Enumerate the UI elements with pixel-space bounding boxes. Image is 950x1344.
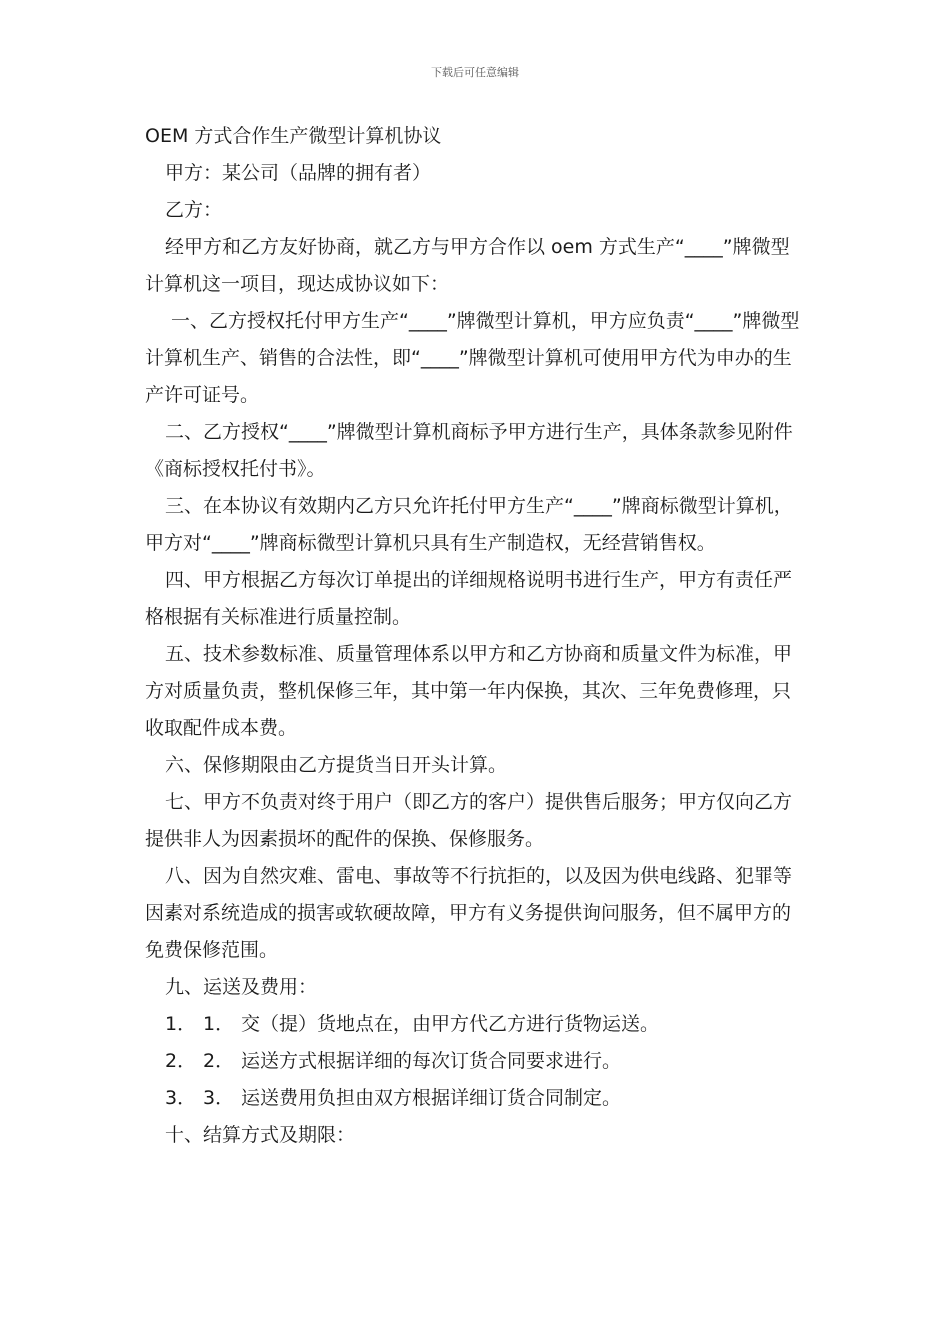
- shipping-item: [145, 1043, 805, 1080]
- header-note: 下载后可任意编辑: [431, 66, 519, 79]
- clause-10: 十、结算方式及期限：: [165, 1124, 356, 1146]
- shipping-item-subnumber: 2．: [203, 1050, 235, 1072]
- intro-paragraph: 经甲方和乙方友好协商，就乙方与甲方合作以 oem 方式生产“____”牌微型计算机这一项目，现达成协议如下：: [145, 236, 790, 295]
- clause-8: 八、因为自然灾难、雷电、事故等不行抗拒的，以及因为供电线路、犯罪等因素对系统造成的损害或软硬故障，甲方有义务提供询问服务，但不属甲方的免费保修范围。: [145, 865, 793, 961]
- shipping-item-number: 3．: [165, 1087, 197, 1109]
- shipping-item: [145, 1006, 805, 1043]
- clause-4: 四、甲方根据乙方每次订单提出的详细规格说明书进行生产，甲方有责任严格根据有关标准进行质量控制。: [145, 569, 793, 628]
- document-body: [145, 118, 805, 1154]
- clause-5: 五、技术参数标准、质量管理体系以甲方和乙方协商和质量文件为标准，甲方对质量负责，整机保修三年，其中第一年内保换，其次、三年免费修理，只收取配件成本费。: [145, 643, 793, 739]
- party-b: 乙方：: [165, 199, 223, 221]
- shipping-item: [145, 1080, 805, 1117]
- shipping-item-subnumber: 1．: [203, 1013, 235, 1035]
- clause-6: 六、保修期限由乙方提货当日开头计算。: [165, 754, 508, 776]
- clause-9: 九、运送及费用：: [165, 976, 318, 998]
- shipping-item-text: 运送方式根据详细的每次订货合同要求进行。: [241, 1050, 622, 1072]
- shipping-item-text: 交（提）货地点在，由甲方代乙方进行货物运送。: [241, 1013, 660, 1035]
- party-a: 甲方：某公司（品牌的拥有者）: [165, 162, 432, 184]
- shipping-item-number: 2．: [165, 1050, 197, 1072]
- shipping-item-text: 运送费用负担由双方根据详细订货合同制定。: [241, 1087, 622, 1109]
- clause-3: 三、在本协议有效期内乙方只允许托付甲方生产“____”牌商标微型计算机，甲方对“____”牌商标微型计算机只具有生产制造权，无经营销售权。: [145, 495, 793, 554]
- shipping-item-number: 1．: [165, 1013, 197, 1035]
- clause-7: 七、甲方不负责对终于用户（即乙方的客户）提供售后服务；甲方仅向乙方提供非人为因素损坏的配件的保换、保修服务。: [145, 791, 793, 850]
- clause-1: 一、乙方授权托付甲方生产“____”牌微型计算机，甲方应负责“____”牌微型计算机生产、销售的合法性，即“____”牌微型计算机可使用甲方代为申办的生产许可证号。: [145, 310, 800, 406]
- shipping-item-subnumber: 3．: [203, 1087, 235, 1109]
- document-title: OEM 方式合作生产微型计算机协议: [145, 125, 442, 147]
- clause-2: 二、乙方授权“____”牌微型计算机商标予甲方进行生产，具体条款参见附件《商标授权托付书》。: [145, 421, 793, 480]
